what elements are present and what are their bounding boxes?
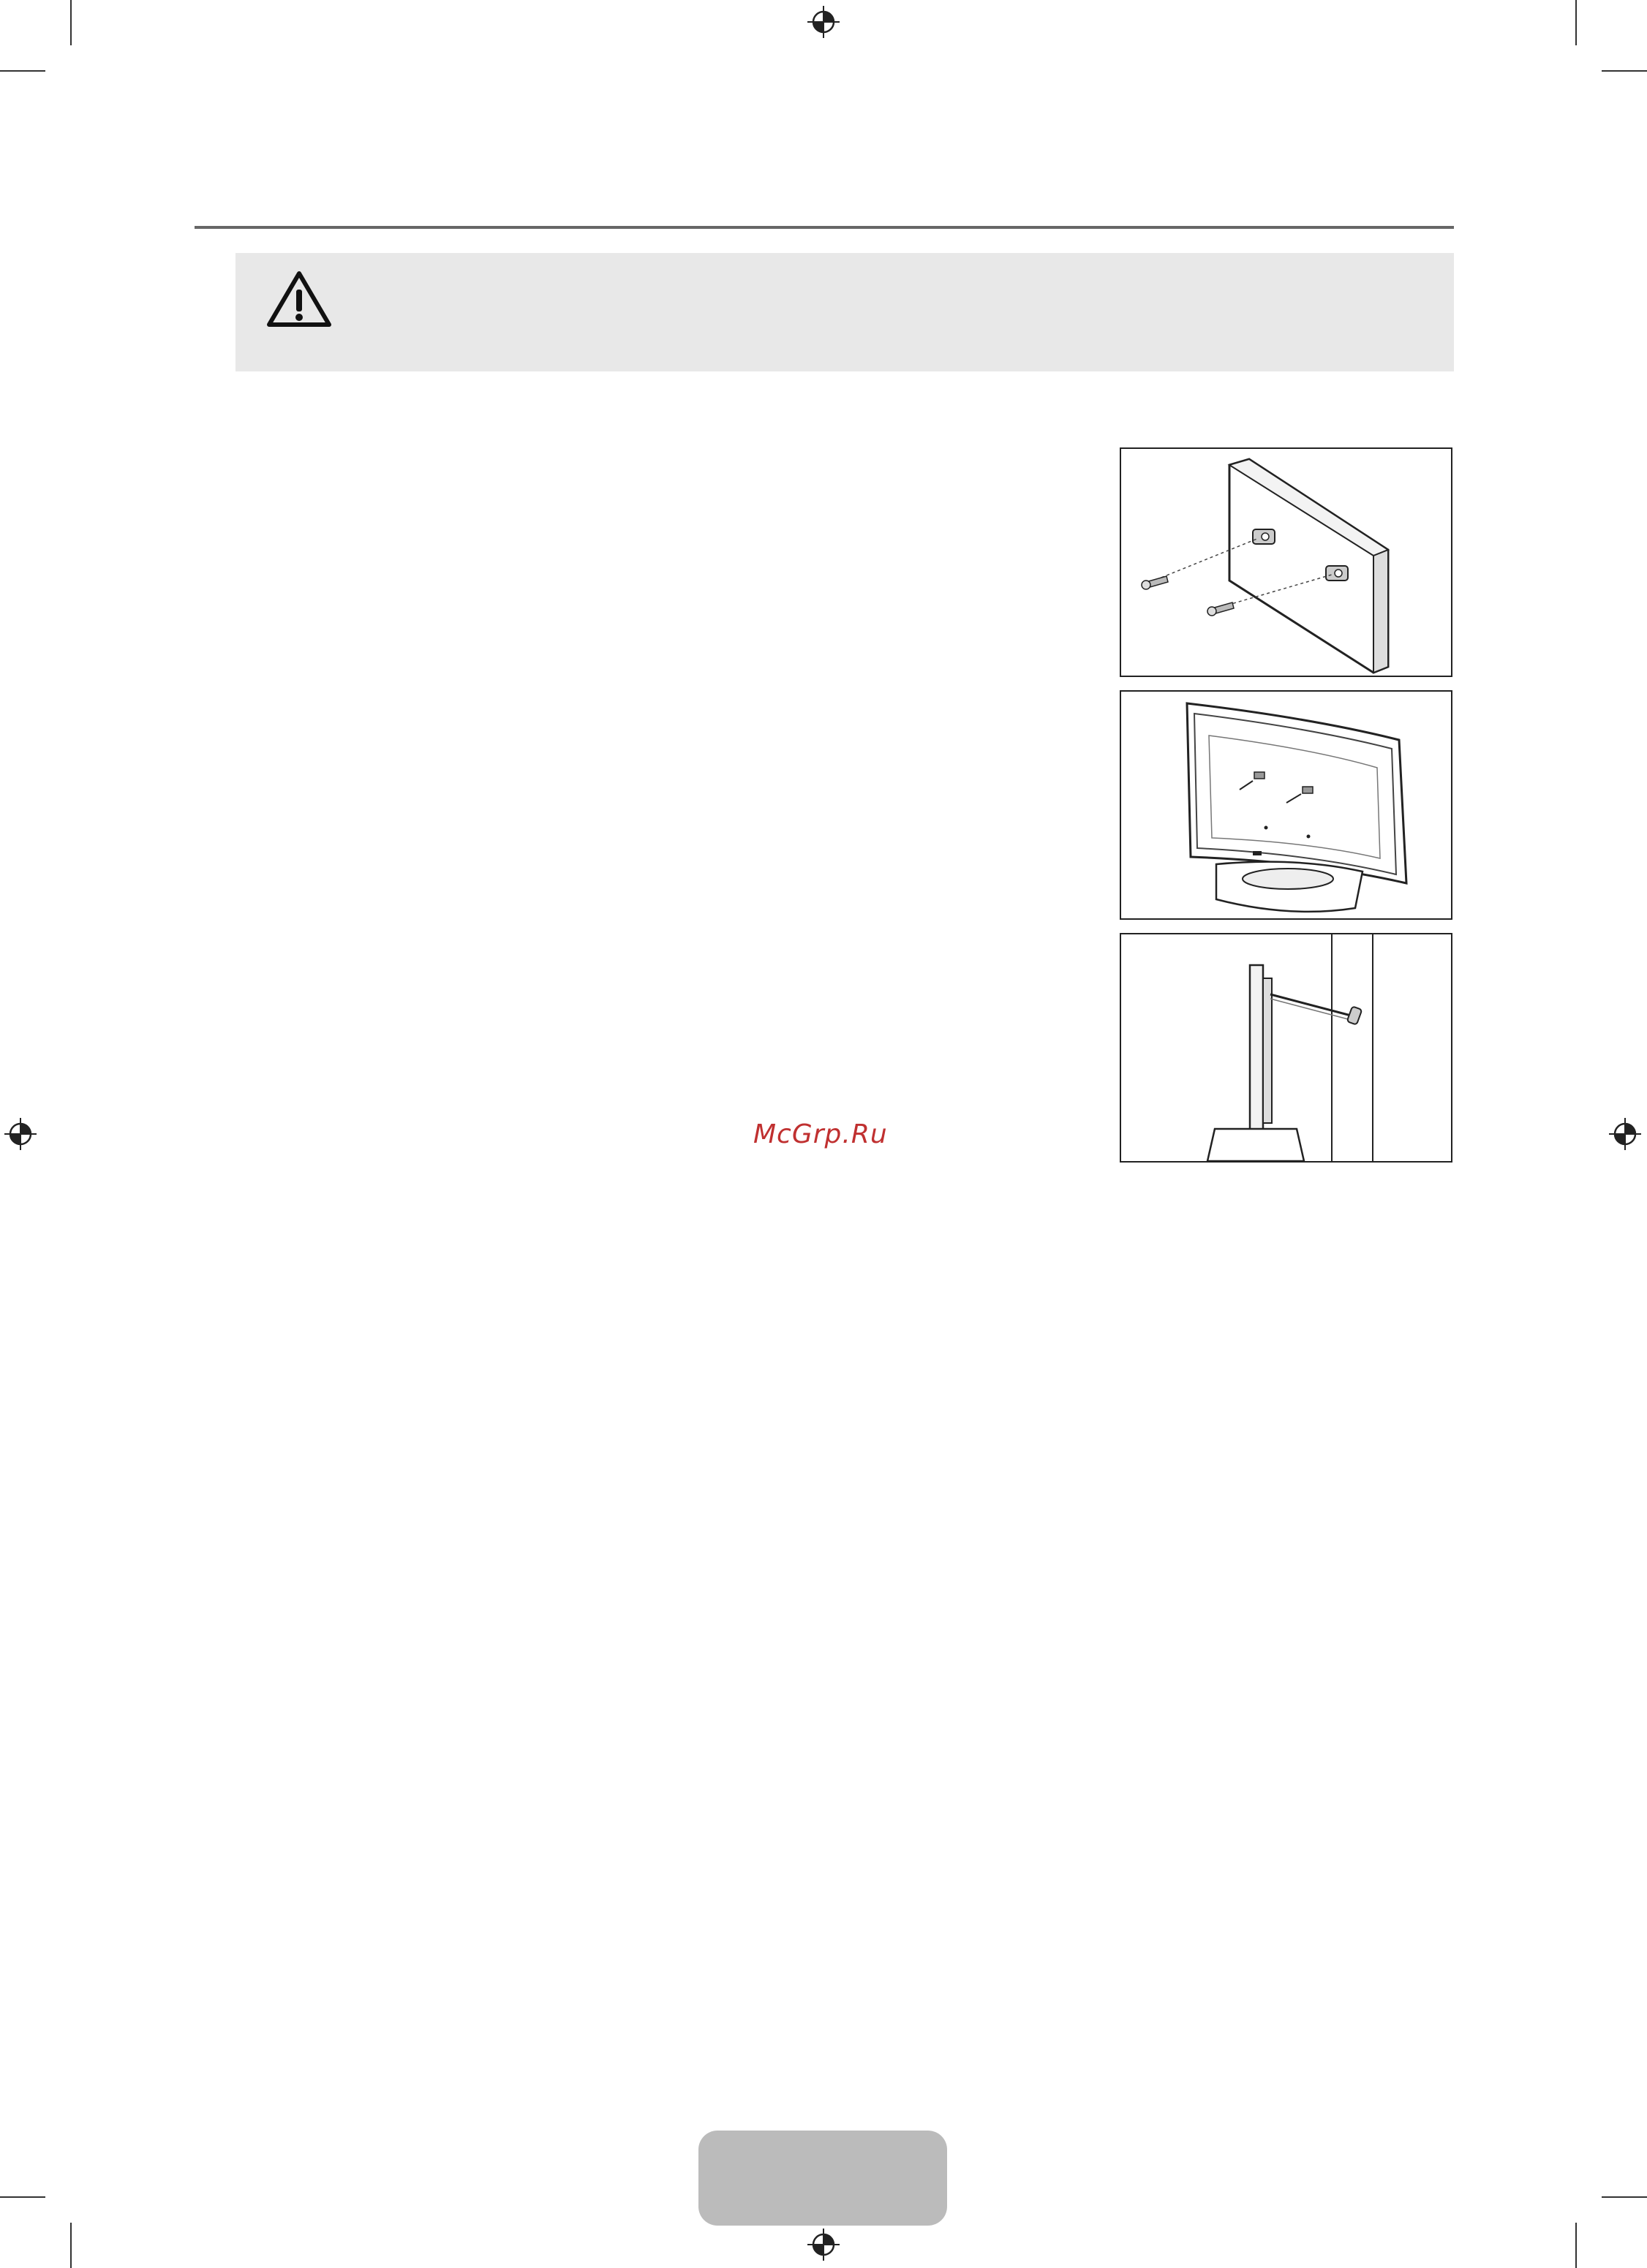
registration-mark-right (1609, 1118, 1641, 1150)
registration-mark-top (807, 6, 840, 38)
warning-triangle-icon (266, 269, 332, 329)
crop-mark-bottom-right-v (1575, 2223, 1577, 2268)
crop-mark-top-right-v (1575, 0, 1577, 45)
watermark: McGrp.Ru (753, 1119, 888, 1149)
page-number-tab (698, 2131, 947, 2226)
registration-mark-left (4, 1118, 37, 1150)
caution-box (235, 253, 1454, 371)
horizontal-rule (195, 226, 1454, 229)
crop-mark-top-right-h (1602, 70, 1647, 72)
crop-mark-top-left-h (0, 70, 45, 72)
crop-mark-bottom-left-h (0, 2196, 45, 2198)
registration-mark-bottom (807, 2229, 840, 2261)
wall-anchor-illustration (1120, 447, 1452, 677)
tv-back-illustration (1120, 690, 1452, 920)
tv-side-with-strap-icon (1121, 934, 1451, 1161)
wall-with-screws-icon (1121, 449, 1451, 676)
crop-mark-bottom-right-h (1602, 2196, 1647, 2198)
tv-rear-with-brackets-icon (1121, 692, 1451, 918)
tv-tied-to-wall-illustration (1120, 933, 1452, 1163)
crop-mark-top-left-v (70, 0, 72, 45)
crop-mark-bottom-left-v (70, 2223, 72, 2268)
